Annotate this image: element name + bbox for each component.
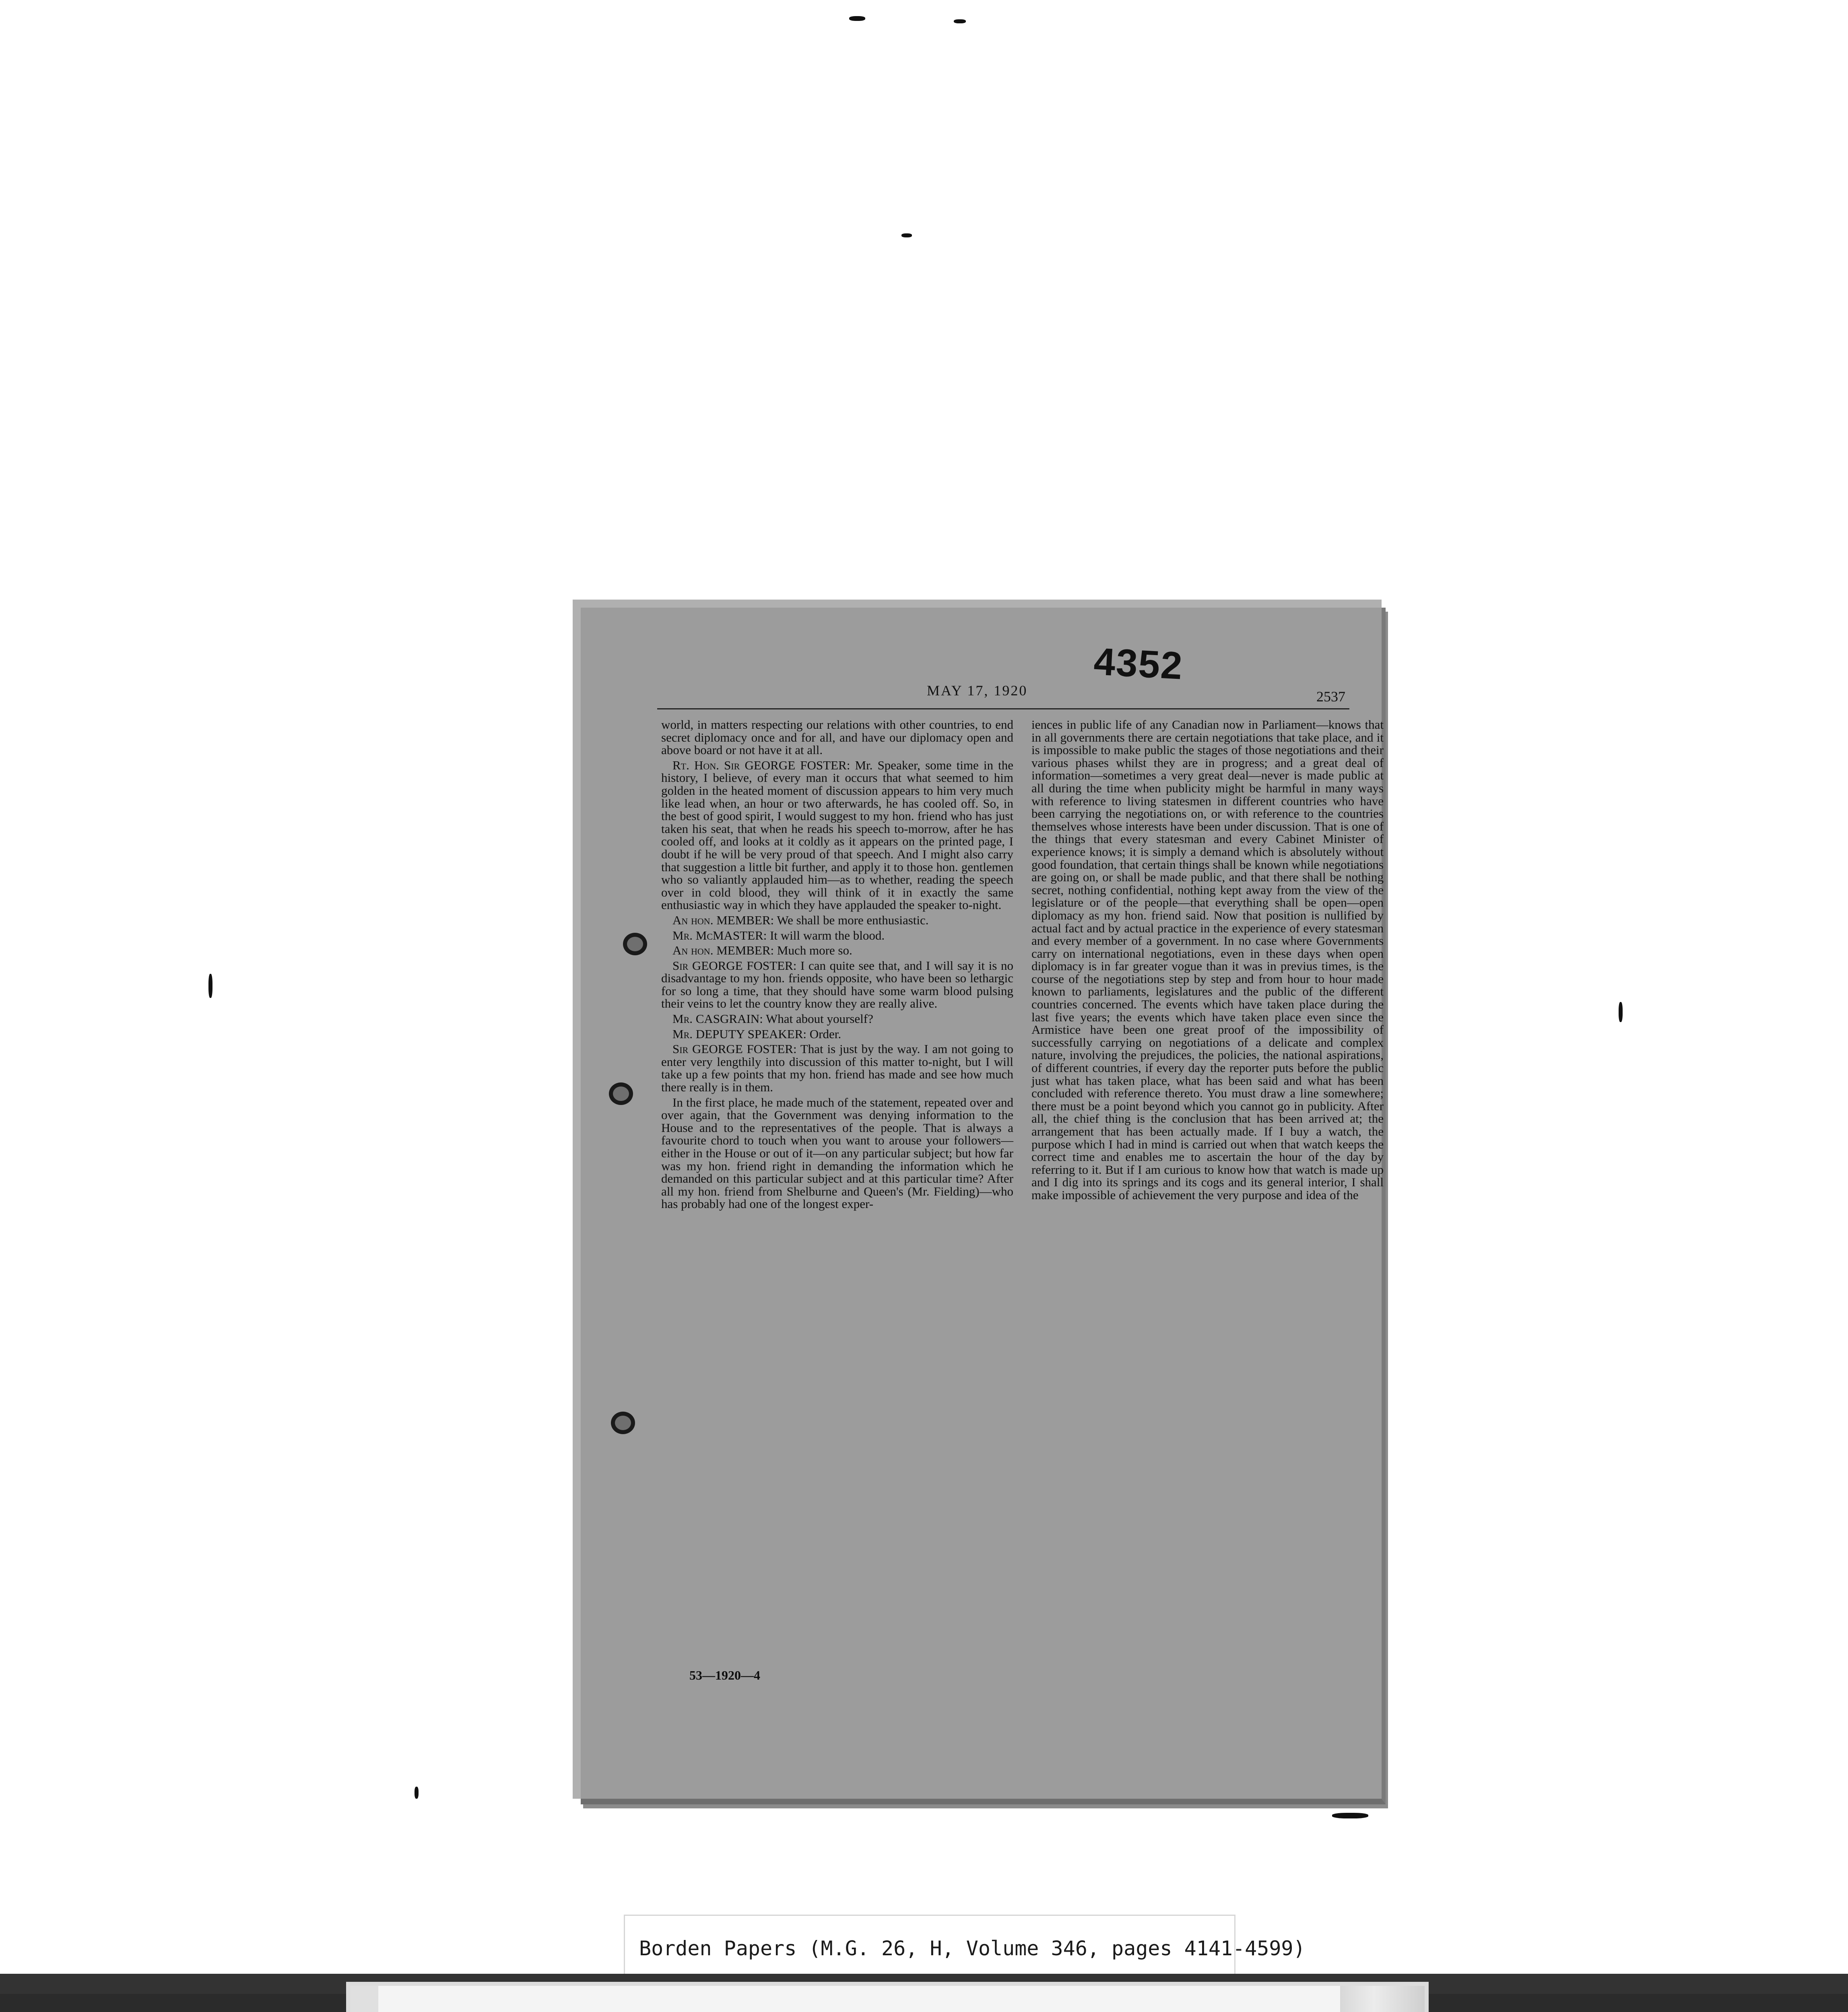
document-page — [581, 608, 1386, 1804]
paragraph-text: iences in public life of any Canadian now in Parliament—knows that in all governments there are certain negotiations that take place, and it is impossible to make public the stages of those negotiations and their various phases whilst they are in progress; and a great deal of information—sometimes a very great deal—never is made public at all during the time when publicity might be harmful in many ways with reference to living statesmen in different countries who have been carrying the negotiations on, or with reference to the countries themselves whose interests have been under discussion. That is one of the things that every statesman and every Cabinet Minister of experience knows; it is simply a demand which is absolutely without good foundation, that certain things shall be known while negotiations are going on, or shall be made public, and that there shall be nothing secret, nothing confidential, nothing kept away from the view of the legislature or of the people—that everything shall be open—open diplomacy as my hon. friend said. Now that position is nullified by actual fact and by actual practice in the experience of every statesman and every member of a government. In no case where Governments carry on international negotiations, even in these days when open diplomacy is in far greater vogue than it was in previus times, is the course of the negotiations step by step and from hour to hour made known to parliaments, legislatures and the public of the different countries concerned. The events which have taken place during the last five years; the events which have taken place even since the Armistice have been one great proof of the impossibility of successfully carrying on negotiations of a delicate and complex nature, involving the prejudices, the policies, the national aspirations, of different countries, if every day the reporter puts before the public just what has taken place, what has been said and what has been concluded with reference thereto. You must draw a line somewhere; there must be a point beyond which you cannot go in publicity. After all, the chief thing is the conclusion that has been arrived at; the arrangement that has been actually made. If I buy a watch, the purpose which I had in mind is carried out when that watch keeps the correct time and enables me to ascertain the hour of the day by referring to it. But if I am curious to know how that watch is made up and I dig into its springs and its cogs and its general interior, I shall make impossible of achievement the very purpose and idea of the — [1031, 717, 1384, 1202]
paragraph — [661, 1096, 1013, 1210]
paragraph — [661, 1043, 1013, 1093]
speaker-name: Mr. McMASTER: — [672, 928, 767, 942]
right-column — [1031, 718, 1384, 1202]
film-speck — [954, 19, 966, 23]
stamp-number: 4352 — [1093, 640, 1184, 688]
film-speck — [901, 233, 912, 237]
collection-label: Borden Papers (M.G. 26, H, Volume 346, pages 4141-4599) — [639, 1937, 1306, 1960]
speaker-name: An hon. MEMBER: — [672, 943, 774, 958]
paragraph-text: That is just by the way. I am not going to enter very lengthily into discussion of this matter to-night, but I will take up a few points that my hon. friend has made and see how much there really is in them. — [661, 1042, 1013, 1095]
paragraph-text: It will warm the blood. — [770, 928, 885, 942]
film-speck — [1619, 1002, 1623, 1022]
punch-hole — [623, 933, 647, 955]
speaker-name: An hon. MEMBER: — [672, 913, 774, 927]
paragraph — [661, 929, 1013, 942]
punch-hole — [611, 1412, 635, 1434]
card-fold — [350, 1986, 378, 2012]
paragraph-text: In the first place, he made much of the statement, repeated over and over again, that the Government was denying information to the House and to the representatives of the people. That is always a favourite chord to touch when you want to arouse your followers—either in the House or out of it—on any particular subject; but how far was my hon. friend right in demanding the information which he demanded on this particular subject and at this particular time? After all my hon. friend from Shelburne and Queen's (Mr. Fielding)—who has probably had one of the longest exper- — [661, 1095, 1013, 1211]
speaker-name: Rt. Hon. Sir GEORGE FOSTER: — [672, 758, 850, 772]
left-column — [661, 718, 1013, 1210]
paragraph-text: What about yourself? — [766, 1012, 873, 1026]
paragraph — [661, 759, 1013, 911]
paragraph-text: Mr. Speaker, some time in the history, I believe, of every man it occurs that what seemed to him golden in the heated moment of discussion appears to him very much like lead when, an hour or two afterwards, he has cooled off. So, in the best of good spirit, I would suggest to my hon. friend who has just taken his seat, that when he reads his speech to-morrow, after he has cooled off, and looks at it coldly as it appears on the printed page, I doubt if he will be very proud of that speech. And I might also carry that suggestion a little bit further, and apply it to those hon. gentlemen who so valiantly applauded him—as to whether, reading the speech over in cold blood, they will think of it in exactly the same enthusiastic way in which they have applauded the speaker to-night. — [661, 758, 1014, 912]
paragraph — [661, 1012, 1013, 1025]
paragraph — [1031, 718, 1384, 1202]
speaker-name: Sir GEORGE FOSTER: — [672, 958, 797, 973]
signature-mark: 53—1920—4 — [689, 1668, 760, 1682]
speaker-name: Mr. CASGRAIN: — [672, 1012, 763, 1026]
paragraph — [661, 959, 1013, 1010]
film-speck — [415, 1787, 419, 1799]
film-speck — [849, 16, 865, 21]
running-date: MAY 17, 1920 — [927, 682, 1028, 699]
punch-hole — [609, 1082, 633, 1105]
paragraph-text: We shall be more enthusiastic. — [777, 913, 929, 927]
paragraph-text: Much more so. — [777, 943, 852, 958]
paragraph — [661, 1028, 1013, 1041]
paragraph — [661, 914, 1013, 927]
page-number: 2537 — [1316, 689, 1345, 705]
paragraph — [661, 944, 1013, 957]
film-speck — [208, 974, 212, 998]
paragraph-text: I can quite see that, and I will say it is no disadvantage to my hon. friends opposite, who have been so lethargic for so long a time, that they should have some warm blood pulsing their veins to let the country know they are really alive. — [661, 958, 1014, 1011]
paragraph-text: world, in matters respecting our relations with other countries, to end secret diplomacy once and for all, and have our diplomacy open and above board or not have it at all. — [661, 717, 1013, 757]
header-rule — [657, 708, 1349, 709]
film-speck — [1332, 1813, 1368, 1818]
speaker-name: Sir GEORGE FOSTER: — [672, 1042, 797, 1056]
speaker-name: Mr. DEPUTY SPEAKER: — [672, 1027, 807, 1041]
card-fold — [1340, 1986, 1425, 2012]
paragraph — [661, 718, 1013, 757]
archives-card — [350, 1986, 1425, 2012]
paragraph-text: Order. — [809, 1027, 842, 1041]
